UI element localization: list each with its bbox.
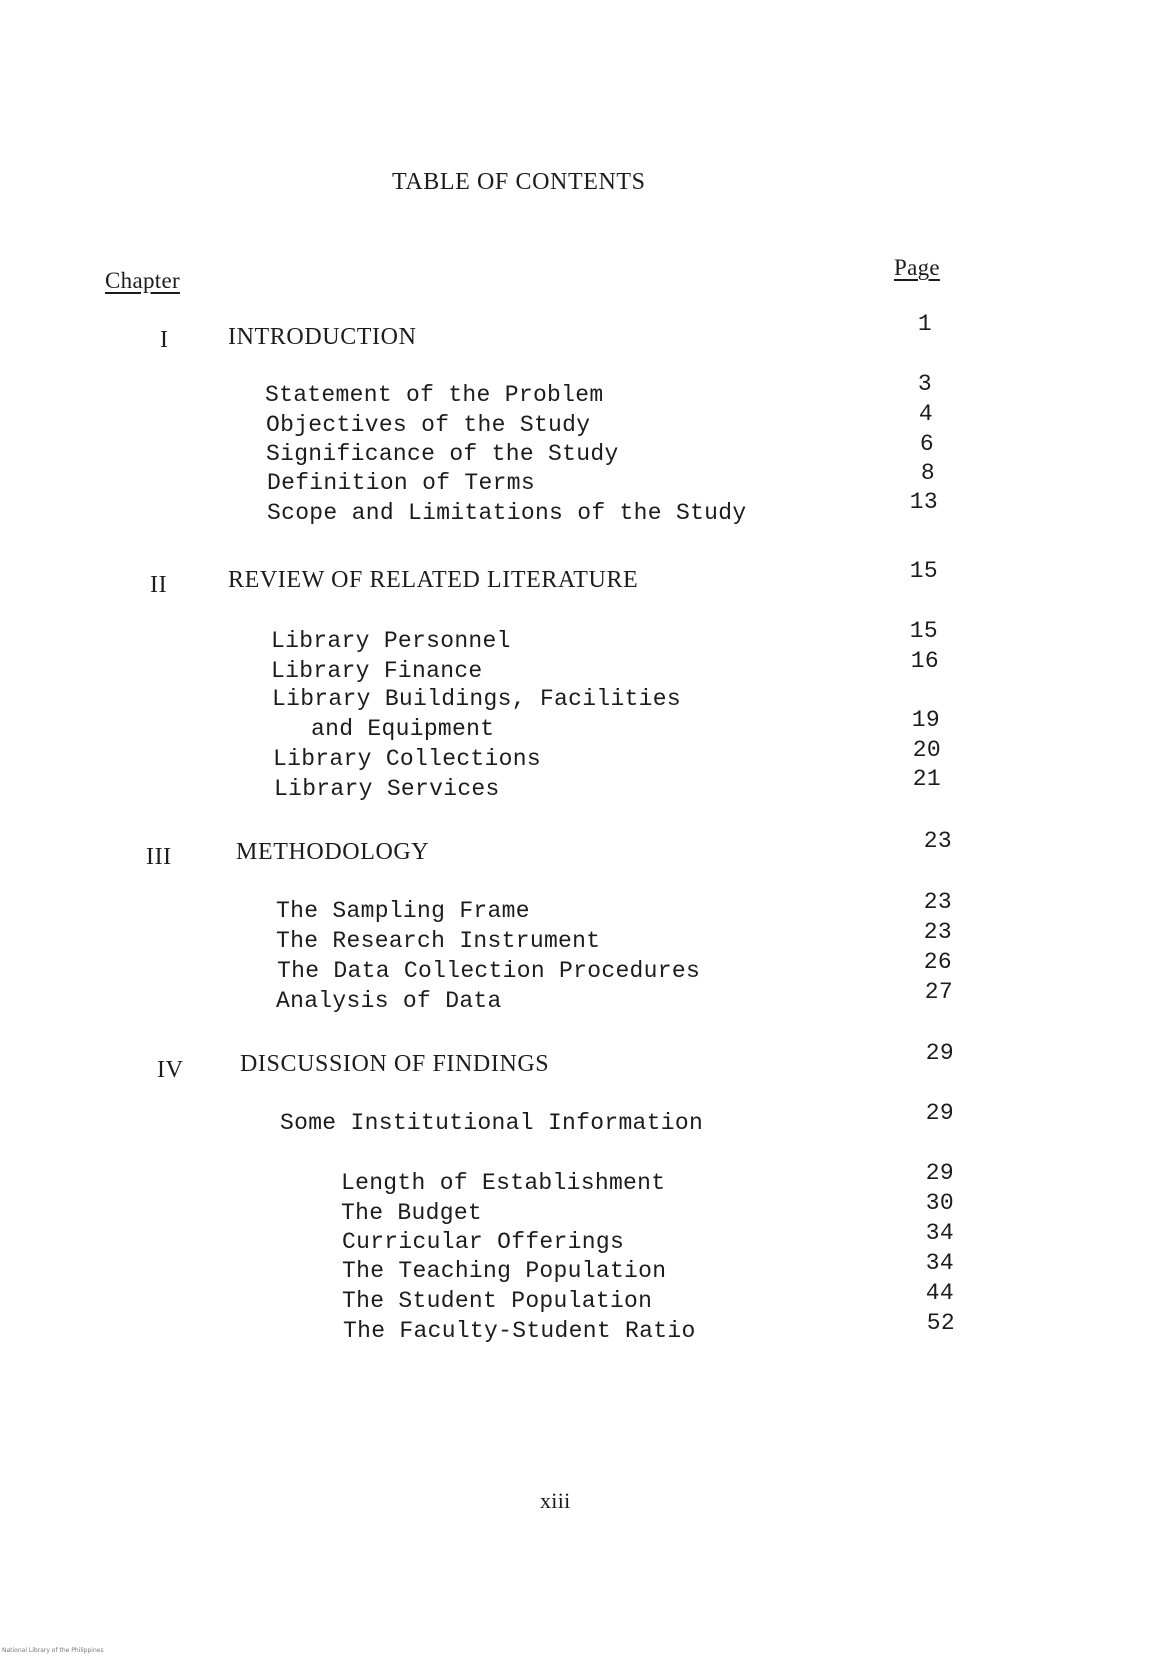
toc-entry-page: 16 <box>910 648 939 674</box>
toc-subentry-label: The Student Population <box>342 1288 653 1314</box>
chapter-title: METHODOLOGY <box>236 839 430 865</box>
toc-subentry-page: 34 <box>925 1250 954 1276</box>
chapter-numeral: IV <box>157 1057 184 1083</box>
toc-entry-page: 23 <box>923 919 952 945</box>
toc-subentry-page: 34 <box>925 1220 954 1246</box>
toc-entry-label: Library Collections <box>273 746 541 772</box>
toc-entry-page: 6 <box>919 431 934 457</box>
toc-entry-page: 13 <box>909 489 938 515</box>
page-title: TABLE OF CONTENTS <box>392 169 646 195</box>
toc-entry-page: 8 <box>920 460 935 486</box>
toc-entry-label: Library Services <box>274 776 500 802</box>
toc-subentry-label: The Faculty-Student Ratio <box>343 1318 696 1344</box>
toc-entry-page: 4 <box>918 401 933 427</box>
toc-subentry-page: 30 <box>925 1190 954 1216</box>
toc-entry-page: 27 <box>924 979 953 1005</box>
toc-entry-label: Library Personnel <box>271 628 511 654</box>
page-folio: xiii <box>540 1488 571 1513</box>
toc-subentry-label: The Budget <box>341 1200 483 1226</box>
chapter-title: DISCUSSION OF FINDINGS <box>240 1051 550 1077</box>
toc-entry-label: Library Buildings, Facilities <box>272 686 681 712</box>
toc-subentry-label: Curricular Offerings <box>342 1229 625 1255</box>
chapter-page: 29 <box>925 1040 954 1066</box>
chapter-title: REVIEW OF RELATED LITERATURE <box>228 567 639 593</box>
toc-entry-page: 29 <box>925 1100 954 1126</box>
toc-entry-label: Library Finance <box>271 658 483 684</box>
chapter-page: 23 <box>923 828 952 854</box>
toc-subentry-label: Length of Establishment <box>341 1170 666 1196</box>
page-column-header: Page <box>894 255 940 280</box>
toc-subentry-page: 44 <box>925 1280 954 1306</box>
chapter-numeral: III <box>146 844 172 870</box>
toc-entry-label: The Research Instrument <box>276 928 601 954</box>
toc-entry-page: 20 <box>912 737 941 763</box>
toc-entry-page: 3 <box>917 371 932 397</box>
toc-entry-page: 15 <box>909 618 938 644</box>
chapter-numeral: II <box>150 572 168 598</box>
toc-entry-page: 26 <box>923 949 952 975</box>
toc-subentry-label: The Teaching Population <box>342 1258 667 1284</box>
toc-entry-label: Some Institutional Information <box>280 1110 704 1136</box>
chapter-page: 1 <box>917 311 932 337</box>
chapter-numeral: I <box>160 327 169 353</box>
toc-entry-label-continued: and Equipment <box>311 716 495 742</box>
toc-entry-label: Significance of the Study <box>266 441 619 467</box>
toc-entry-label: The Data Collection Procedures <box>277 958 701 984</box>
toc-entry-label: Scope and Limitations of the Study <box>267 500 747 526</box>
toc-entry-label: Analysis of Data <box>276 988 502 1014</box>
toc-entry-label: The Sampling Frame <box>276 898 530 924</box>
toc-entry-page: 19 <box>911 707 940 733</box>
toc-subentry-page: 52 <box>926 1310 955 1336</box>
toc-entry-page: 23 <box>923 889 952 915</box>
toc-entry-label: Definition of Terms <box>267 470 535 496</box>
toc-entry-label: Statement of the Problem <box>265 382 604 408</box>
toc-subentry-page: 29 <box>925 1160 954 1186</box>
scan-imprint: National Library of the Philippines <box>2 1647 104 1654</box>
toc-entry-page: 21 <box>912 766 941 792</box>
chapter-column-header: Chapter <box>105 268 180 293</box>
toc-entry-label: Objectives of the Study <box>266 412 591 438</box>
chapter-title: INTRODUCTION <box>228 324 417 350</box>
chapter-page: 15 <box>909 558 938 584</box>
